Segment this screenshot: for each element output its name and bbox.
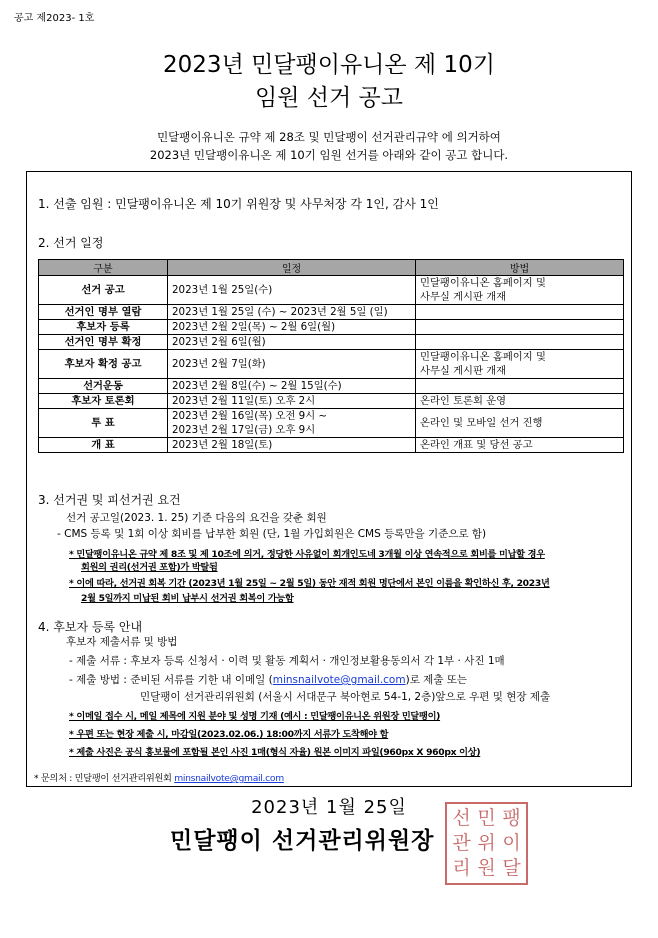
schedule-header-row [39, 260, 624, 276]
schedule-date: 2023년 1월 25일 (수) ~ 2023년 2월 5일 (일) [168, 305, 416, 320]
schedule-date: 2023년 1월 25일(수) [168, 276, 416, 305]
schedule-row [39, 409, 624, 438]
seal-char: 달 [502, 857, 521, 879]
section-3-heading: 3. 선거권 및 피선거권 요건 [38, 493, 181, 507]
notice-number: 공고 제2023- 1호 [14, 13, 95, 24]
schedule-method [416, 305, 624, 320]
schedule-row [39, 335, 624, 350]
contact-label: * 문의처 : 민달팽이 선거관리위원회 [34, 773, 172, 784]
schedule-item: 후보자 등록 [39, 320, 168, 335]
schedule-method: 온라인 토론회 운영 [416, 394, 624, 409]
section-4-line-3 [69, 672, 467, 687]
section-3-note-2b: 2월 5일까지 미납된 회비 납부시 선거권 회복이 가능함 [81, 593, 294, 604]
line-3-prefix: - 제출 방법 : 준비된 서류를 기한 내 이메일 ( [69, 674, 273, 686]
seal-char: 민 [477, 807, 496, 829]
schedule-date: 2023년 2월 18일(토) [168, 438, 416, 453]
seal-char: 선 [452, 807, 471, 829]
section-2-heading: 2. 선거 일정 [38, 236, 104, 250]
section-3-note-1b: 회원의 권리(선거권 포함)가 박탈됨 [81, 562, 218, 573]
schedule-date: 2023년 2월 16일(목) 오전 9시 ~ 2023년 2월 17일(금) 오후 9시 [168, 409, 416, 438]
schedule-method [416, 320, 624, 335]
issue-date: 2023년 1월 25일 [251, 797, 407, 818]
schedule-method [416, 335, 624, 350]
page-title-line2: 임원 선거 공고 [255, 85, 403, 111]
seal-char: 관 [452, 832, 471, 854]
section-3-line-1: 선거 공고일(2023. 1. 25) 기준 다음의 요건을 갖춘 회원 [66, 512, 327, 524]
schedule-method: 온라인 개표 및 당선 공고 [416, 438, 624, 453]
schedule-item: 선거인 명부 확정 [39, 335, 168, 350]
schedule-item: 개 표 [39, 438, 168, 453]
schedule-row [39, 350, 624, 379]
schedule-table [38, 259, 624, 453]
section-4-heading: 4. 후보자 등록 안내 [38, 620, 143, 634]
section-3-line-2: - CMS 등록 및 1회 이상 회비를 납부한 회원 (단, 1월 가입회원은 CMS 등록만을 기준으로 함) [57, 528, 487, 540]
intro-line-2: 2023년 민달팽이유니온 제 10기 임원 선거를 아래와 같이 공고 합니다. [149, 148, 509, 162]
schedule-date: 2023년 2월 6일(월) [168, 335, 416, 350]
seal-char: 원 [477, 857, 496, 879]
schedule-item: 후보자 확정 공고 [39, 350, 168, 379]
schedule-item: 선거운동 [39, 379, 168, 394]
submission-email-link[interactable]: minsnailvote@gmail.com [272, 674, 406, 686]
section-4-line-1: 후보자 제출서류 및 방법 [66, 636, 178, 648]
issuing-organization: 민달팽이 선거관리위원장 [170, 828, 435, 854]
schedule-method [416, 379, 624, 394]
schedule-date: 2023년 2월 8일(수) ~ 2월 15일(수) [168, 379, 416, 394]
schedule-row [39, 379, 624, 394]
seal-char: 리 [452, 857, 471, 879]
schedule-row [39, 394, 624, 409]
schedule-method: 민달팽이유니온 홈페이지 및 사무실 게시판 개재 [416, 276, 624, 305]
contact-email-link[interactable]: minsnailvote@gmail.com [174, 773, 284, 784]
section-4-line-2: - 제출 서류 : 후보자 등록 신청서 · 이력 및 활동 계획서 · 개인정보활용동의서 각 1부 · 사진 1매 [69, 655, 505, 667]
schedule-method: 온라인 및 모바일 선거 진행 [416, 409, 624, 438]
schedule-row [39, 276, 624, 305]
contact-line [34, 770, 284, 784]
seal-char: 위 [477, 832, 496, 854]
schedule-date: 2023년 2월 11일(토) 오후 2시 [168, 394, 416, 409]
schedule-row [39, 320, 624, 335]
page-title-line1: 2023년 민달팽이유니온 제 10기 [163, 52, 495, 78]
section-4-note-2: * 우편 또는 현장 제출 시, 마감일(2023.02.06.) 18:00까지 서류가 도착해야 함 [69, 729, 389, 740]
schedule-item: 선거인 명부 열람 [39, 305, 168, 320]
section-3-note-1a: * 민달팽이유니온 규약 제 8조 및 제 10조에 의거, 정당한 사유없이 회개인도네 3개월 이상 연속적으로 회비를 미납할 경우 [69, 549, 545, 560]
seal-char: 팽 [502, 807, 521, 829]
schedule-date: 2023년 2월 2일(목) ~ 2월 6일(월) [168, 320, 416, 335]
section-4-note-1: * 이메일 접수 시, 메일 제목에 지원 분야 및 성명 기재 (예시 : 민달팽이유니온 위원장 민달팽이) [69, 711, 441, 722]
header-item: 구분 [39, 260, 168, 276]
header-method: 방법 [416, 260, 624, 276]
schedule-item: 후보자 토론회 [39, 394, 168, 409]
intro-line-1: 민달팽이유니온 규약 제 28조 및 민달팽이 선거관리규약 에 의거하여 [157, 130, 501, 144]
schedule-method: 민달팽이유니온 홈페이지 및 사무실 게시판 개재 [416, 350, 624, 379]
schedule-row [39, 438, 624, 453]
schedule-row [39, 305, 624, 320]
section-4-line-4: 민달팽이 선거관리위원회 (서울시 서대문구 북아현로 54-1, 2층)앞으로 우편 및 현장 제출 [140, 691, 551, 703]
intro-text [0, 128, 658, 164]
seal-char: 이 [502, 832, 521, 854]
line-3-suffix: )로 제출 또는 [405, 674, 468, 686]
schedule-item: 선거 공고 [39, 276, 168, 305]
official-seal-stamp [445, 802, 528, 885]
section-3-note-2a: * 이에 따라, 선거권 회복 기간 (2023년 1월 25일 ~ 2월 5일) 동안 재적 회원 명단에서 본인 이름을 확인하신 후, 2023년 [69, 578, 550, 589]
section-1-heading: 1. 선출 임원 : 민달팽이유니온 제 10기 위원장 및 사무처장 각 1인, 감사 1인 [38, 197, 439, 211]
schedule-date: 2023년 2월 7일(화) [168, 350, 416, 379]
header-date: 일정 [168, 260, 416, 276]
section-4-note-3: * 제출 사진은 공식 홍보물에 포함될 본인 사진 1매(형식 자율) 원본 이미지 파일(960px X 960px 이상) [69, 747, 481, 758]
schedule-item: 투 표 [39, 409, 168, 438]
content-box [26, 171, 632, 787]
